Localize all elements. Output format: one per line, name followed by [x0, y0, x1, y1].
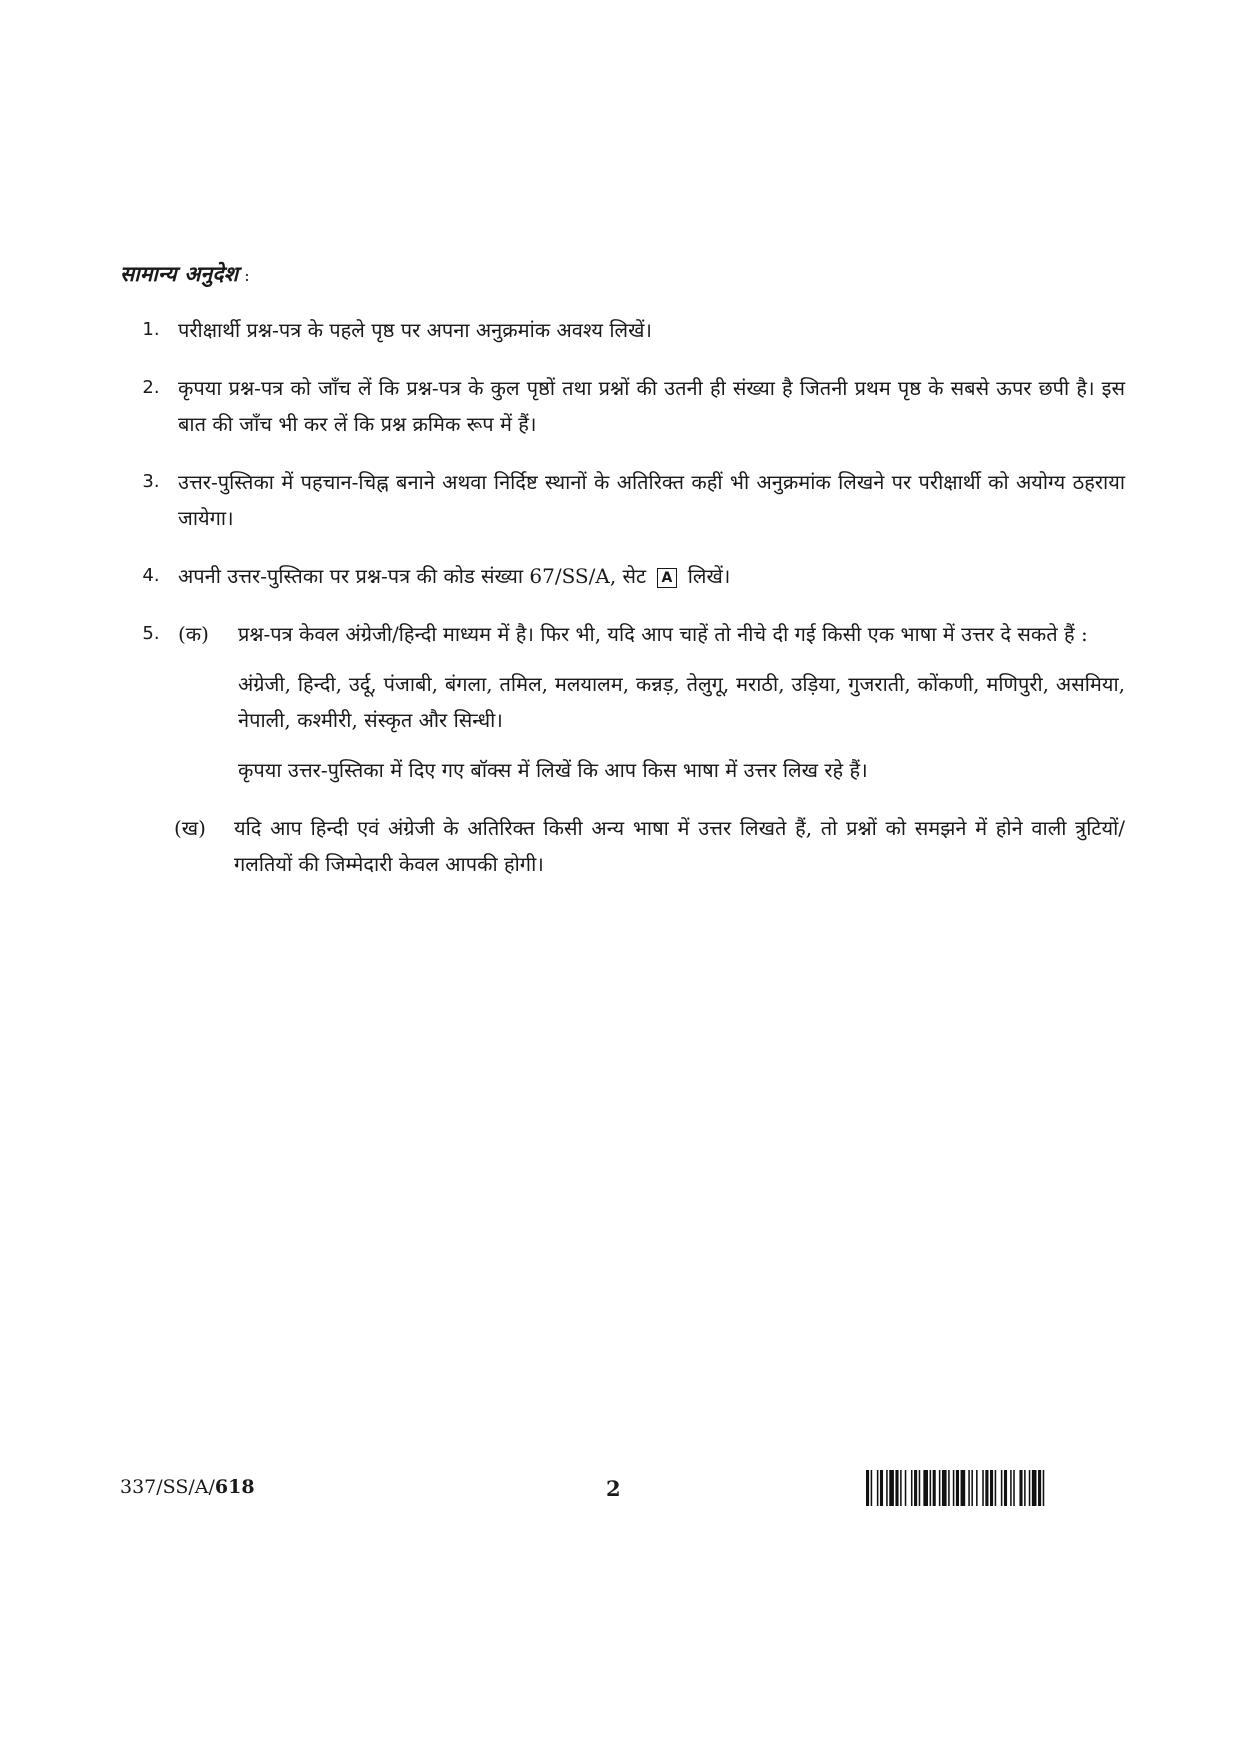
sub-label-a: (क): [178, 622, 209, 646]
sub-a-note: कृपया उत्तर-पुस्तिका में दिए गए बॉक्स में लिखें कि आप किस भाषा में उत्तर लिख रहे हैं।: [238, 758, 868, 782]
instruction-text-before: अपनी उत्तर-पुस्तिका पर प्रश्न-पत्र की कोड संख्या 67/SS/A, सेट: [178, 564, 647, 588]
barcode-bar: [1019, 1470, 1022, 1506]
barcode-bar: [971, 1470, 973, 1506]
paper-code-prefix: 337/SS/A/: [120, 1476, 215, 1498]
barcode-bar: [1010, 1470, 1012, 1506]
sub-a-line1: प्रश्न-पत्र केवल अंग्रेजी/हिन्दी माध्यम में है। फिर भी, यदि आप चाहें तो नीचे दी गई किसी एक भाषा में उत्तर दे सकते हैं :: [238, 622, 1088, 646]
set-code-box: A: [657, 568, 678, 588]
sub-body-a: [238, 616, 1125, 788]
barcode-bar: [968, 1470, 970, 1506]
instruction-number: 4.: [142, 565, 160, 586]
barcode-bar: [866, 1470, 869, 1506]
barcode-bar: [1013, 1470, 1015, 1506]
instruction-text: परीक्षार्थी प्रश्न-पत्र के पहले पृष्ठ पर अपना अनुक्रमांक अवश्य लिखें।: [178, 318, 653, 342]
instruction-item-1: [120, 312, 1125, 348]
barcode-bar: [985, 1470, 988, 1506]
barcode-bar: [895, 1470, 898, 1506]
barcode-bar: [956, 1470, 959, 1506]
instruction-text: [178, 558, 1125, 594]
barcode-bar: [948, 1470, 950, 1506]
barcode-bar: [886, 1470, 888, 1506]
barcode-bar: [911, 1470, 913, 1506]
barcode-bar: [1043, 1470, 1045, 1506]
page-number: 2: [606, 1476, 621, 1501]
barcode-bar: [933, 1470, 936, 1506]
instruction-text: कृपया प्रश्न-पत्र को जाँच लें कि प्रश्न-पत्र के कुल पृष्ठों तथा प्रश्नों की उतनी ही संख्या है जितनी प्रथम पृष्ठ के सबसे ऊपर छपी है। इस बात की जाँच भी कर लें कि प्रश्न क्रमिक रूप में हैं।: [178, 376, 1125, 436]
barcode-bar: [1032, 1470, 1037, 1506]
barcode-bar: [1004, 1470, 1007, 1506]
instruction-number: 3.: [142, 471, 160, 492]
instruction-item-4: [120, 558, 1125, 594]
barcode-bar: [923, 1470, 928, 1506]
paper-code: [120, 1476, 255, 1498]
instruction-item-2: [120, 370, 1125, 442]
barcode-bar: [914, 1470, 917, 1506]
barcode-bar: [1024, 1470, 1026, 1506]
barcode-bar: [889, 1470, 894, 1506]
heading-colon: :: [244, 266, 250, 285]
barcode-bar: [942, 1470, 947, 1506]
barcode-bar: [930, 1470, 932, 1506]
instruction-number: 5.: [142, 623, 160, 644]
barcode-bar: [877, 1470, 879, 1506]
barcode-bar: [919, 1470, 921, 1506]
sub-body-b: यदि आप हिन्दी एवं अंग्रेजी के अतिरिक्त किसी अन्य भाषा में उत्तर लिखते हैं, तो प्रश्नों को समझने में होने वाली त्रुटियों/गलतियों की जिम्मेदारी केवल आपकी होगी।: [234, 816, 1125, 876]
heading-title: सामान्य अनुदेश: [120, 261, 239, 286]
instruction-text: उत्तर-पुस्तिका में पहचान-चिह्न बनाने अथवा निर्दिष्ट स्थानों के अतिरिक्त कहीं भी अनुक्रमांक लिखने पर परीक्षार्थी को अयोग्य ठहराया जायेगा।: [178, 470, 1125, 530]
barcode-icon: [866, 1470, 1124, 1506]
barcode-bar: [953, 1470, 955, 1506]
instruction-number: 2.: [142, 377, 160, 398]
barcode-bar: [982, 1470, 984, 1506]
barcode-bar: [961, 1470, 966, 1506]
barcode-bar: [900, 1470, 902, 1506]
paper-code-number: 618: [214, 1476, 255, 1498]
instruction-text-after: लिखें।: [687, 564, 731, 588]
barcode-bar: [1001, 1470, 1003, 1506]
general-instructions-heading: [120, 260, 250, 288]
sub-instruction-b: [120, 810, 1125, 882]
sub-label-b: (ख): [174, 816, 206, 840]
barcode-bar: [1029, 1470, 1031, 1506]
barcode-bar: [976, 1470, 978, 1506]
barcode-bar: [871, 1470, 873, 1506]
instructions-list: [120, 312, 1125, 882]
instruction-number: 1.: [142, 319, 160, 340]
instruction-item-3: [120, 464, 1125, 536]
barcode-bar: [905, 1470, 907, 1506]
barcode-bar: [995, 1470, 997, 1506]
sub-a-languages: अंग्रेजी, हिन्दी, उर्दू, पंजाबी, बंगला, तमिल, मलयालम, कन्नड़, तेलुगू, मराठी, उड़िया, गुजराती, कोंकणी, मणिपुरी, असमिया, नेपाली, कश्मीरी, संस्कृत और सिन्धी।: [238, 672, 1125, 732]
barcode-bar: [1038, 1470, 1041, 1506]
barcode-bar: [939, 1470, 941, 1506]
sub-instruction-a: [178, 616, 1125, 788]
instruction-5-body: [178, 616, 1125, 788]
instruction-item-5: [120, 616, 1125, 788]
barcode-bar: [880, 1470, 883, 1506]
barcode-bar: [990, 1470, 993, 1506]
